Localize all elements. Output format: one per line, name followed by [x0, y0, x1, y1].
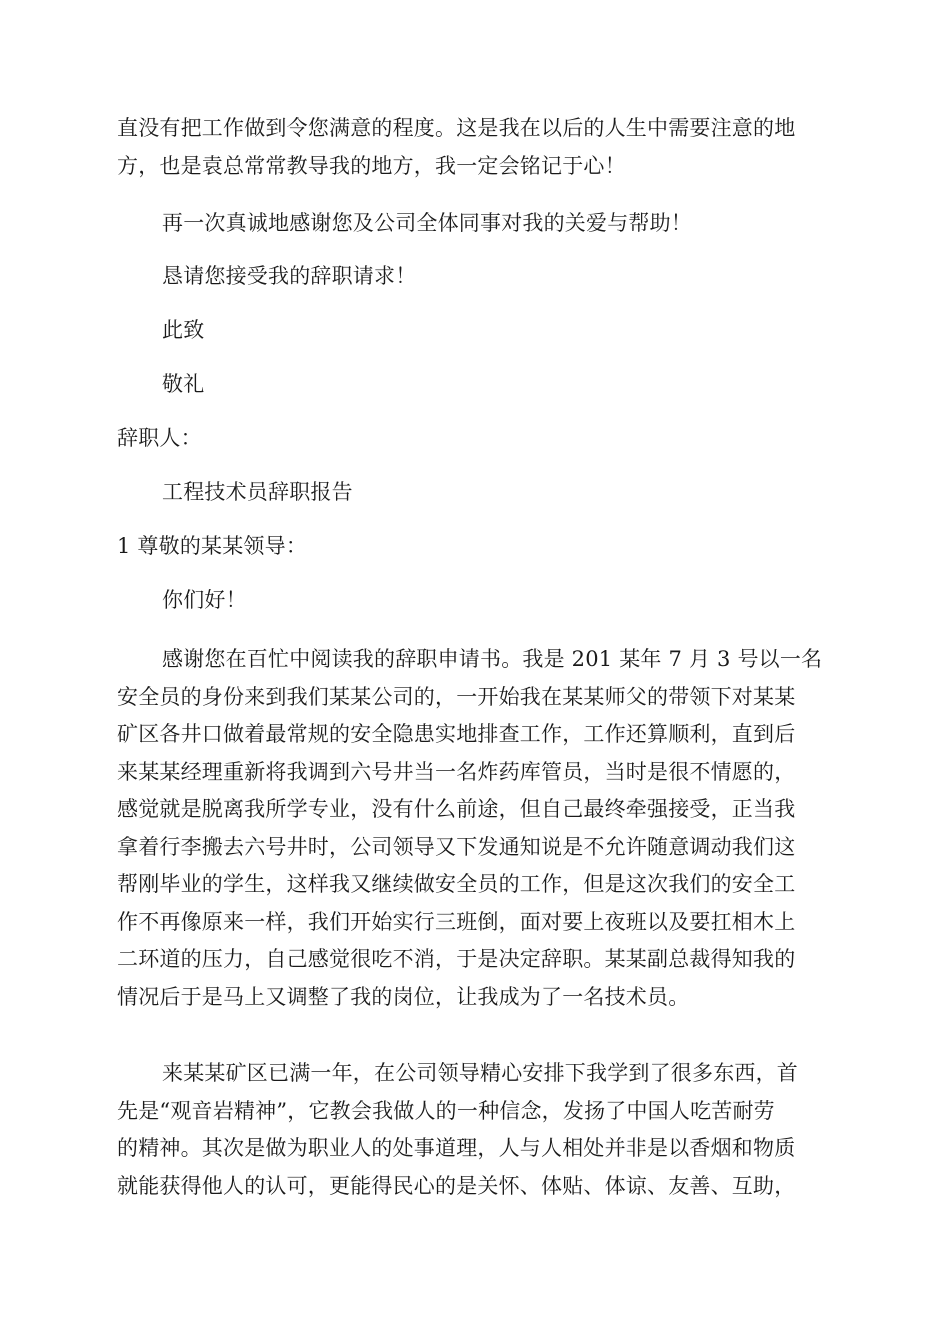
text-line: 先是“观音岩精神”，它教会我做人的一种信念，发扬了中国人吃苦耐劳 — [117, 1098, 775, 1123]
text-line: 帮刚毕业的学生，这样我又继续做安全员的工作，但是这次我们的安全工 — [117, 872, 796, 896]
text-line: 二环道的压力，自己感觉很吃不消，于是决定辞职。某某副总裁得知我的 — [117, 947, 796, 971]
text-line: 情况后于是马上又调整了我的岗位，让我成为了一名技术员。 — [117, 984, 690, 1009]
document-heading: 工程技术员辞职报告 — [162, 480, 353, 504]
text-line: 就能获得他人的认可，更能得民心的是关怀、体贴、体谅、友善、互助， — [117, 1173, 796, 1198]
text-line: 方，也是袁总常常教导我的地方，我一定会铭记于心！ — [117, 153, 626, 178]
paragraph-2 — [117, 1055, 833, 1205]
paragraph-1 — [117, 641, 833, 1016]
request-line: 恳请您接受我的辞职请求！ — [162, 264, 417, 288]
text-line: 来某某经理重新将我调到六号井当一名炸药库管员，当时是很不情愿的， — [117, 759, 796, 784]
text-line: 矿区各井口做着最常规的安全隐患实地排查工作，工作还算顺利，直到后 — [117, 722, 796, 746]
closing-jingli: 敬礼 — [162, 372, 205, 396]
text-line: 安全员的身份来到我们某某公司的，一开始我在某某师父的带领下对某某 — [117, 684, 796, 709]
thanks-line: 再一次真诚地感谢您及公司全体同事对我的关爱与帮助！ — [162, 211, 692, 235]
closing-cizhi: 此致 — [162, 318, 205, 342]
salutation-line: 1 尊敬的某某领导： — [117, 534, 308, 558]
text-line: 的精神。其次是做为职业人的处事道理，人与人相处并非是以香烟和物质 — [117, 1136, 796, 1160]
text-line: 来某某矿区已满一年，在公司领导精心安排下我学到了很多东西，首 — [162, 1061, 798, 1085]
text-line: 直没有把工作做到令您满意的程度。这是我在以后的人生中需要注意的地 — [117, 116, 796, 140]
text-line: 感谢您在百忙中阅读我的辞职申请书。我是 201 某年 7 月 3 号以一名 — [162, 647, 823, 671]
signature-line: 辞职人： — [117, 426, 202, 450]
text-line: 作不再像原来一样，我们开始实行三班倒，面对要上夜班以及要扛相木上 — [117, 909, 796, 934]
text-line: 拿着行李搬去六号井时，公司领导又下发通知说是不允许随意调动我们这 — [117, 834, 796, 859]
continued-paragraph — [117, 110, 833, 185]
greeting-line: 你们好！ — [162, 588, 247, 612]
text-line: 感觉就是脱离我所学专业，没有什么前途，但自己最终牵强接受，正当我 — [117, 797, 796, 821]
